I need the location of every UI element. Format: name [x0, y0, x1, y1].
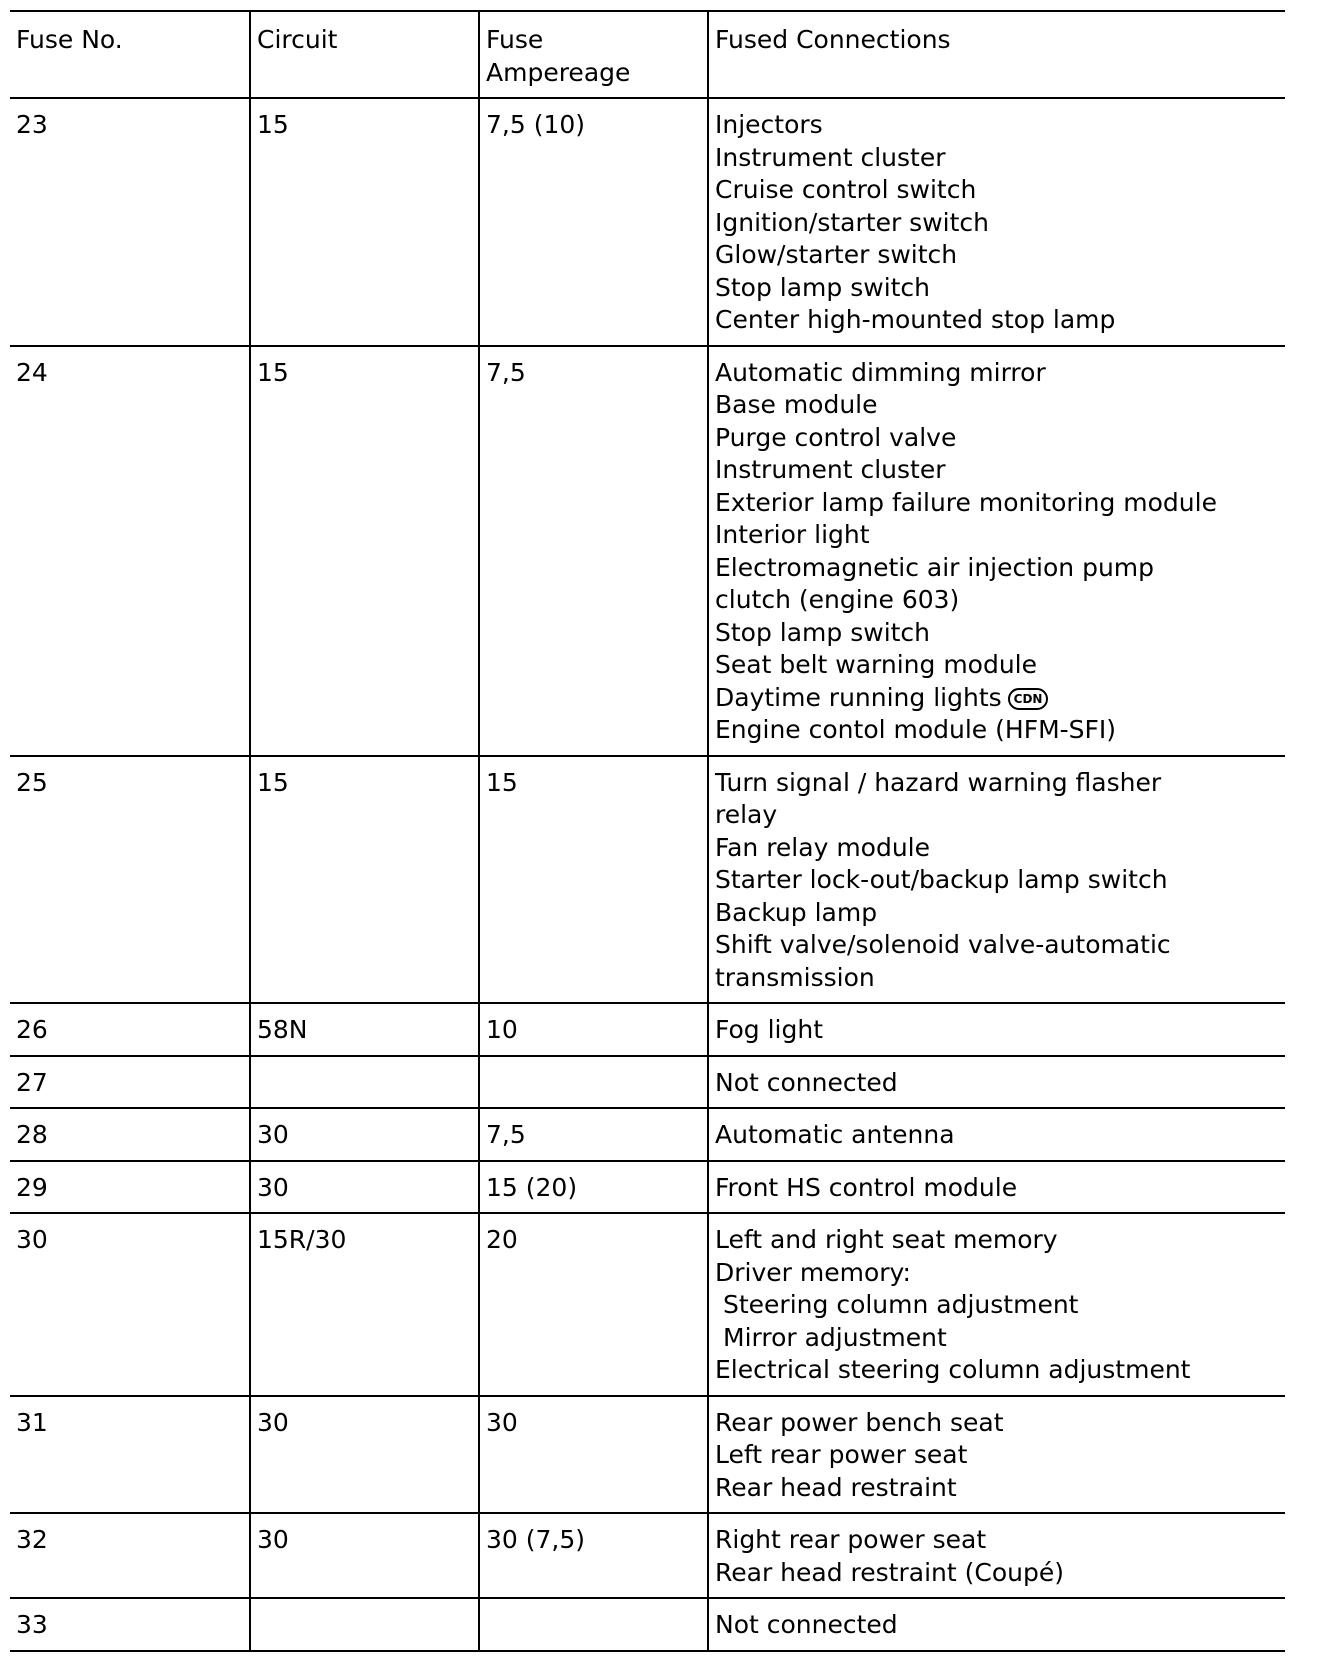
connection-text: Stop lamp switch — [715, 272, 931, 302]
connection-item — [715, 552, 1279, 585]
header-fused-connections: Fused Connections — [708, 11, 1285, 98]
connection-text: Daytime running lights — [715, 682, 1002, 712]
circuit-cell: 30 — [250, 1396, 479, 1514]
circuit-cell: 15 — [250, 98, 479, 346]
circuit-cell: 30 — [250, 1161, 479, 1214]
table-row — [10, 1396, 1285, 1514]
table-row — [10, 1598, 1285, 1651]
connection-item — [715, 1067, 1279, 1100]
connection-item — [715, 714, 1279, 747]
fuse-number-cell: 28 — [10, 1108, 250, 1161]
connection-text: Steering column adjustment — [723, 1290, 1079, 1319]
connection-text: Fan relay module — [715, 832, 931, 862]
circuit-cell: 30 — [250, 1108, 479, 1161]
connection-text: Driver memory: — [715, 1257, 911, 1287]
ampereage-cell: 20 — [479, 1213, 708, 1396]
circuit-cell: 30 — [250, 1513, 479, 1598]
fused-connections-cell — [708, 1513, 1285, 1598]
connection-text: Automatic dimming mirror — [715, 357, 1046, 387]
connection-text: Exterior lamp failure monitoring module — [715, 487, 1217, 517]
connection-text: Automatic antenna — [715, 1120, 955, 1149]
table-row — [10, 1161, 1285, 1214]
table-row — [10, 346, 1285, 756]
circuit-cell: 58N — [250, 1003, 479, 1056]
connection-text: transmission — [715, 962, 875, 992]
header-fuse-no: Fuse No. — [10, 11, 250, 98]
circuit-cell — [250, 1598, 479, 1651]
table-row — [10, 1108, 1285, 1161]
connection-item — [715, 962, 1279, 995]
fuse-number-cell: 32 — [10, 1513, 250, 1598]
connection-text: Interior light — [715, 520, 870, 549]
connection-item — [715, 304, 1279, 337]
connection-item — [715, 864, 1279, 897]
connection-item — [715, 1322, 1279, 1355]
connection-item — [715, 142, 1279, 175]
connection-text: Not connected — [715, 1067, 898, 1097]
connection-item — [715, 1224, 1279, 1257]
connection-item — [715, 1609, 1279, 1642]
fused-connections-cell — [708, 1598, 1285, 1651]
table-row — [10, 1513, 1285, 1598]
connection-item — [715, 207, 1279, 240]
fuse-number-cell: 33 — [10, 1598, 250, 1651]
ampereage-cell: 10 — [479, 1003, 708, 1056]
connection-text: Instrument cluster — [715, 142, 946, 172]
connection-item — [715, 519, 1279, 552]
connection-item — [715, 1172, 1279, 1205]
connection-text: Not connected — [715, 1610, 898, 1639]
connection-item — [715, 1119, 1279, 1152]
fuse-number-cell: 27 — [10, 1056, 250, 1109]
circuit-cell — [250, 1056, 479, 1109]
fuse-number-cell: 23 — [10, 98, 250, 346]
connection-text: Right rear power seat — [715, 1525, 987, 1554]
connection-item — [715, 1354, 1279, 1387]
connection-text: Left rear power seat — [715, 1440, 968, 1469]
connection-item — [715, 649, 1279, 682]
ampereage-cell: 7,5 — [479, 346, 708, 756]
fuse-number-cell: 31 — [10, 1396, 250, 1514]
connection-item — [715, 767, 1279, 800]
header-row — [10, 11, 1285, 98]
connection-item — [715, 617, 1279, 650]
connection-item — [715, 357, 1279, 390]
connection-text: Purge control valve — [715, 422, 957, 452]
connection-item — [715, 1439, 1279, 1472]
header-circuit: Circuit — [250, 11, 479, 98]
circuit-cell: 15 — [250, 346, 479, 756]
connection-text: Center high-mounted stop lamp — [715, 305, 1116, 334]
fused-connections-cell — [708, 1213, 1285, 1396]
connection-text: Seat belt warning module — [715, 650, 1038, 679]
ampereage-cell — [479, 1056, 708, 1109]
connection-text: Starter lock-out/backup lamp switch — [715, 865, 1168, 894]
fused-connections-cell — [708, 346, 1285, 756]
fuse-number-cell: 24 — [10, 346, 250, 756]
ampereage-cell: 15 — [479, 756, 708, 1004]
circuit-cell: 15 — [250, 756, 479, 1004]
fused-connections-cell — [708, 1396, 1285, 1514]
connection-item — [715, 1257, 1279, 1290]
fuse-number-cell: 26 — [10, 1003, 250, 1056]
connection-text: Engine contol module (HFM-SFI) — [715, 715, 1117, 744]
connection-text: relay — [715, 800, 778, 829]
connection-item — [715, 487, 1279, 520]
fused-connections-cell — [708, 1108, 1285, 1161]
header-ampereage: Fuse Ampereage — [479, 11, 708, 98]
fused-connections-cell — [708, 1056, 1285, 1109]
fuse-table — [10, 10, 1285, 1652]
connection-item — [715, 1014, 1279, 1047]
fused-connections-cell — [708, 756, 1285, 1004]
table-row — [10, 1056, 1285, 1109]
fuse-number-cell: 29 — [10, 1161, 250, 1214]
ampereage-cell: 7,5 — [479, 1108, 708, 1161]
connection-text: Injectors — [715, 110, 823, 139]
connection-item — [715, 1524, 1279, 1557]
connection-item — [715, 929, 1279, 962]
table-body — [10, 98, 1285, 1651]
connection-item — [715, 109, 1279, 142]
connection-text: Left and right seat memory — [715, 1225, 1058, 1254]
connection-item — [715, 832, 1279, 865]
fuse-number-cell: 25 — [10, 756, 250, 1004]
connection-item — [715, 1407, 1279, 1440]
connection-item — [715, 272, 1279, 305]
connection-text: Turn signal / hazard warning flasher — [715, 767, 1162, 797]
connection-text: Backup lamp — [715, 897, 878, 927]
connection-text: Glow/starter switch — [715, 240, 958, 269]
table-row — [10, 1213, 1285, 1396]
table-row — [10, 98, 1285, 346]
connection-text: Rear head restraint — [715, 1472, 957, 1502]
fuse-number-cell: 30 — [10, 1213, 250, 1396]
connection-text: Fog light — [715, 1015, 824, 1044]
connection-item — [715, 897, 1279, 930]
connection-text: Shift valve/solenoid valve-automatic — [715, 930, 1171, 959]
fused-connections-cell — [708, 1161, 1285, 1214]
ampereage-cell: 30 — [479, 1396, 708, 1514]
connection-item — [715, 799, 1279, 832]
connection-item — [715, 422, 1279, 455]
ampereage-cell: 30 (7,5) — [479, 1513, 708, 1598]
connection-item — [715, 1289, 1279, 1322]
connection-item — [715, 584, 1279, 617]
connection-text: Base module — [715, 390, 878, 419]
ampereage-cell: 7,5 (10) — [479, 98, 708, 346]
connection-text: Stop lamp switch — [715, 617, 931, 647]
fused-connections-cell — [708, 1003, 1285, 1056]
connection-text: Cruise control switch — [715, 175, 977, 204]
connection-text: Electrical steering column adjustment — [715, 1355, 1191, 1384]
circuit-cell: 15R/30 — [250, 1213, 479, 1396]
connection-text: Instrument cluster — [715, 455, 946, 484]
ampereage-cell: 15 (20) — [479, 1161, 708, 1214]
connection-text: Mirror adjustment — [723, 1322, 947, 1352]
connection-text: clutch (engine 603) — [715, 585, 960, 614]
connection-item — [715, 1557, 1279, 1590]
connection-item — [715, 389, 1279, 422]
connection-text: Electromagnetic air injection pump — [715, 552, 1155, 582]
table-row — [10, 756, 1285, 1004]
connection-item — [715, 239, 1279, 272]
connection-item — [715, 682, 1279, 715]
connection-text: Front HS control module — [715, 1172, 1018, 1202]
connection-text: Rear power bench seat — [715, 1407, 1004, 1437]
connection-item — [715, 174, 1279, 207]
connection-text: Ignition/starter switch — [715, 207, 989, 237]
ampereage-cell — [479, 1598, 708, 1651]
connection-item — [715, 454, 1279, 487]
fused-connections-cell — [708, 98, 1285, 346]
cdn-badge-icon: CDN — [1008, 688, 1049, 710]
table-row — [10, 1003, 1285, 1056]
connection-item — [715, 1472, 1279, 1505]
connection-text: Rear head restraint (Coupé) — [715, 1557, 1064, 1587]
